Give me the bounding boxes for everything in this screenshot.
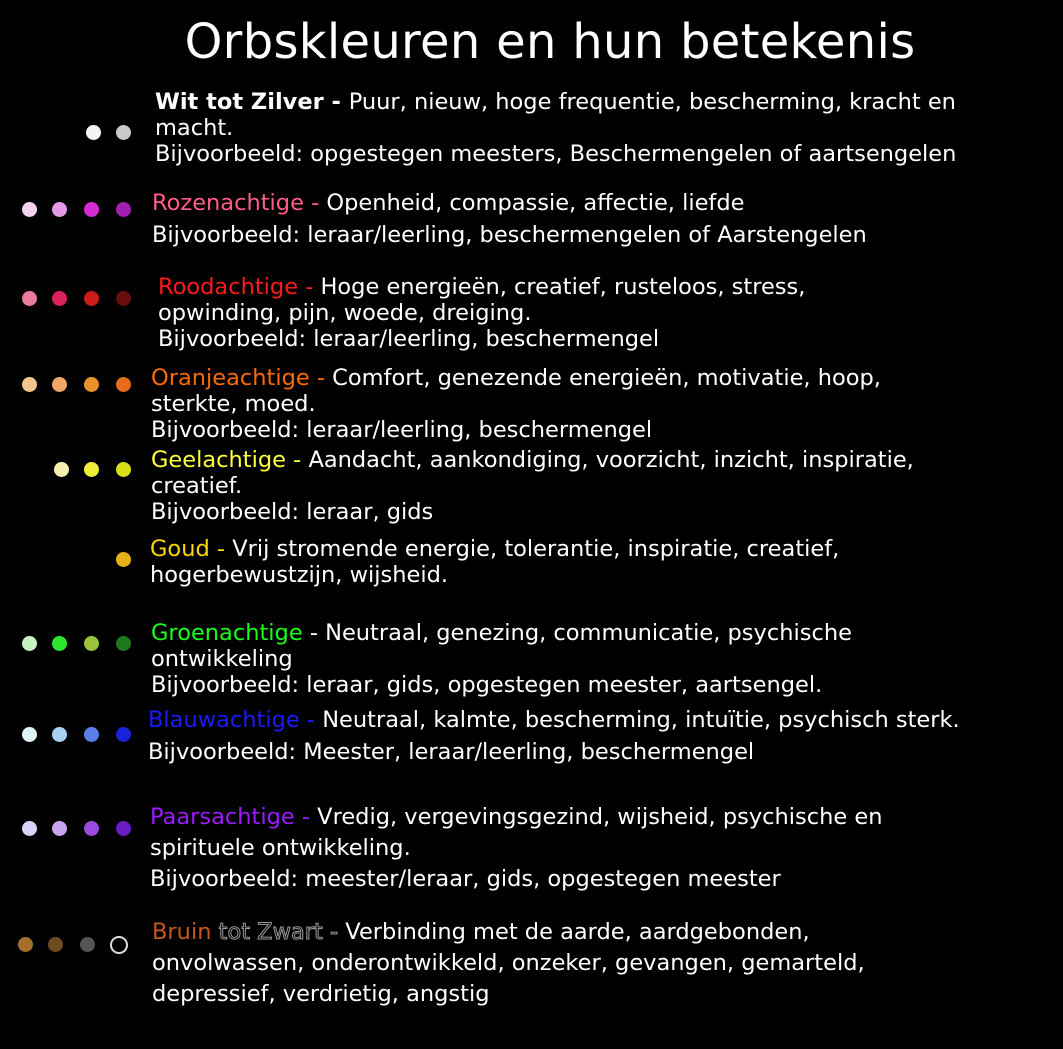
entry-first-line	[152, 917, 865, 948]
orb-dot	[52, 377, 67, 392]
description: depressief, verdrietig, angstig	[152, 981, 490, 1007]
orb-dot	[84, 291, 99, 306]
orb-dot	[116, 636, 131, 651]
orb-dot	[22, 377, 37, 392]
orb-ring	[110, 936, 128, 954]
description: Vredig, vergevingsgezind, wijsheid, psychische en	[317, 804, 883, 830]
separator: -	[298, 274, 321, 300]
separator: -	[322, 919, 346, 945]
separator: -	[209, 536, 233, 562]
orb-dot	[52, 636, 67, 651]
orb-dot	[116, 202, 131, 217]
description: opwinding, pijn, woede, dreiging.	[158, 300, 532, 326]
orb-dot	[84, 377, 99, 392]
page-title: Orbskleuren en hun betekenis	[184, 14, 916, 70]
color-name-tail: tot Zwart	[211, 919, 323, 945]
entry-white	[155, 89, 956, 167]
entry-first-line	[151, 365, 881, 391]
orb-dot	[116, 377, 131, 392]
color-name: Wit tot Zilver	[155, 89, 324, 115]
entry-first-line	[151, 620, 852, 646]
orb-dot	[54, 462, 69, 477]
description: Neutraal, kalmte, bescherming, intuïtie, psychisch sterk.	[322, 707, 960, 733]
orb-dot	[84, 821, 99, 836]
description: onvolwassen, onderontwikkeld, onzeker, gevangen, gemarteld,	[152, 950, 865, 976]
color-name: Roodachtige	[158, 274, 299, 300]
description: Verbinding met de aarde, aardgebonden,	[345, 919, 810, 945]
example: Bijvoorbeeld: leraar/leerling, beschermengelen of Aarstengelen	[152, 222, 867, 248]
entry-first-line	[150, 802, 883, 833]
orb-dot	[52, 291, 67, 306]
orb-dot	[116, 291, 131, 306]
orb-dot	[84, 636, 99, 651]
entry-first-line	[148, 707, 960, 733]
color-name: Rozenachtige	[152, 190, 304, 216]
color-name: Oranjeachtige	[151, 365, 310, 391]
description: Puur, nieuw, hoge frequentie, bescherming, kracht en	[348, 89, 956, 115]
orb-dot	[52, 727, 67, 742]
entry-gold	[150, 536, 839, 588]
color-name: Geelachtige	[151, 447, 286, 473]
orb-dot	[116, 727, 131, 742]
separator: -	[323, 89, 349, 115]
orb-dot	[22, 636, 37, 651]
description: macht.	[155, 115, 234, 141]
color-name: Bruin	[152, 919, 212, 945]
example: Bijvoorbeeld: leraar, gids	[151, 499, 434, 525]
example: Bijvoorbeeld: leraar/leerling, beschermengel	[151, 417, 653, 443]
description: Vrij stromende energie, tolerantie, inspiratie, creatief,	[232, 536, 840, 562]
entry-red	[158, 274, 805, 352]
orb-dot	[84, 202, 99, 217]
entry-green	[151, 620, 852, 698]
example: Bijvoorbeeld: opgestegen meesters, Beschermengelen of aartsengelen	[155, 141, 957, 167]
description: Neutraal, genezing, communicatie, psychische	[325, 620, 852, 646]
entry-brown	[152, 917, 865, 1010]
orb-dot	[86, 125, 101, 140]
description: spirituele ontwikkeling.	[150, 835, 411, 861]
orb-dot	[116, 462, 131, 477]
color-name: Goud	[150, 536, 210, 562]
description: creatief.	[151, 473, 243, 499]
entry-first-line	[150, 536, 839, 562]
example: Bijvoorbeeld: leraar/leerling, beschermengel	[158, 326, 660, 352]
description: Aandacht, aankondiging, voorzicht, inzicht, inspiratie,	[308, 447, 914, 473]
example: Bijvoorbeeld: leraar, gids, opgestegen meester, aartsengel.	[151, 672, 823, 698]
orb-dot	[48, 937, 63, 952]
orb-dot	[84, 462, 99, 477]
orb-dot	[80, 937, 95, 952]
entry-blue	[148, 707, 960, 765]
orb-dot	[52, 202, 67, 217]
separator: -	[286, 447, 309, 473]
separator: -	[294, 804, 318, 830]
separator: -	[309, 365, 333, 391]
description: sterkte, moed.	[151, 391, 316, 417]
separator: -	[302, 620, 326, 646]
orb-dot	[116, 125, 131, 140]
color-name: Paarsachtige	[150, 804, 295, 830]
entry-first-line	[152, 190, 867, 216]
description: Comfort, genezende energieën, motivatie, hoop,	[332, 365, 881, 391]
entry-orange	[151, 365, 881, 443]
orb-dot	[22, 821, 37, 836]
orb-dot	[22, 291, 37, 306]
entry-purple	[150, 802, 883, 895]
entry-pink	[152, 190, 867, 248]
entry-first-line	[155, 89, 956, 115]
color-name: Groenachtige	[151, 620, 303, 646]
orb-dot	[22, 202, 37, 217]
orb-dot	[52, 821, 67, 836]
orb-dot	[116, 821, 131, 836]
orb-dot	[84, 727, 99, 742]
entry-first-line	[158, 274, 805, 300]
orb-dot	[18, 937, 33, 952]
example: Bijvoorbeeld: Meester, leraar/leerling, beschermengel	[148, 739, 755, 765]
description: hogerbewustzijn, wijsheid.	[150, 562, 449, 588]
color-name: Blauwachtige	[148, 707, 300, 733]
description: Hoge energieën, creatief, rusteloos, stress,	[320, 274, 806, 300]
entry-yellow	[151, 447, 914, 525]
separator: -	[303, 190, 327, 216]
description: ontwikkeling	[151, 646, 293, 672]
separator: -	[299, 707, 323, 733]
orb-dot	[22, 727, 37, 742]
description: Openheid, compassie, affectie, liefde	[326, 190, 745, 216]
orb-dot	[116, 552, 131, 567]
entry-first-line	[151, 447, 914, 473]
example: Bijvoorbeeld: meester/leraar, gids, opgestegen meester	[150, 866, 781, 892]
